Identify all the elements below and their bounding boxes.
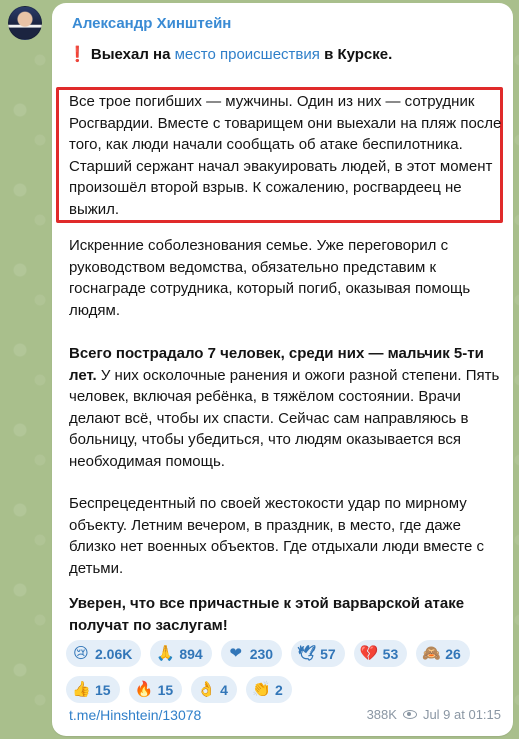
paragraph-casualties: Все трое погибших — мужчины. Один из них — сотрудник Росгвардии. Вместе с товарищем они выехали на пляж после того, как люди начали сообщать об атаке беспилотника. Старший сержант начал эвакуировать людей, в этот момент произошёл второй взрыв. К сожалению, росгвардеец не выжил. (69, 93, 502, 218)
message-meta (367, 707, 501, 722)
reaction-chip[interactable] (66, 676, 120, 703)
reactions (66, 640, 506, 712)
reaction-chip[interactable] (246, 676, 292, 703)
reaction-emoji-icon: 👌 (197, 680, 216, 698)
reaction-chip[interactable] (221, 640, 282, 667)
reaction-emoji-icon: 🔥 (134, 680, 154, 698)
incident-link[interactable]: место происшествия (174, 46, 320, 63)
reaction-count: 894 (179, 645, 203, 662)
reaction-emoji-icon: 🙈 (422, 644, 441, 662)
sender-name[interactable]: Александр Хинштейн (72, 15, 232, 32)
reaction-count: 57 (320, 645, 336, 662)
reaction-emoji-icon: 🙏 (156, 644, 176, 662)
message-footer (69, 707, 501, 727)
reaction-count: 53 (382, 645, 399, 662)
exclamation-icon: ❗ (68, 46, 87, 63)
reaction-emoji-icon: 😢 (73, 644, 89, 662)
paragraph-condolences: Искренние соболезнования семье. Уже переговорил с руководством ведомства, обязательно представим к госнаграде сотрудника, который погиб, оказывая помощь людям. (69, 237, 471, 319)
reaction-count: 15 (157, 681, 174, 698)
reaction-chip[interactable] (354, 640, 408, 667)
paragraph-injured (69, 343, 509, 472)
reaction-count: 2 (274, 681, 283, 698)
timestamp: Jul 9 at 01:15 (422, 707, 501, 722)
paragraph-strike: Беспрецедентный по своей жестокости удар по мирному объекту. Летним вечером, в праздник, в место, где даже близко нет военных объектов. Где отдыхали люди вместе с детьми. (69, 495, 484, 577)
reaction-count: 230 (249, 645, 274, 662)
paragraph-injured-bold: Всего пострадало 7 человек, среди них — мальчик 5-ти лет. (69, 345, 484, 384)
reaction-emoji-icon: 🕊 (297, 644, 317, 662)
eye-icon (403, 710, 417, 719)
reaction-emoji-icon: 👍 (72, 680, 91, 698)
reaction-emoji-icon: 💔 (359, 644, 379, 662)
reaction-chip[interactable] (191, 676, 237, 703)
message-bubble (52, 3, 513, 736)
paragraph-injured-text: У них осколочные ранения и ожоги разной степени. Пять человек, включая ребёнка, в тяжёлом состоянии. Врачи делают всё, чтобы их спасти. Сейчас сам направляюсь в больницу, чтобы убедиться, что людям оказывается вся необходимая помощь. (69, 366, 500, 470)
reactions-row-1 (66, 640, 506, 667)
headline-tail: в Курске. (324, 46, 393, 63)
reaction-count: 4 (220, 681, 228, 698)
reaction-chip[interactable] (129, 676, 183, 703)
paragraph-conclusion-bold: Уверен, что все причастные к этой варварской атаке получат по заслугам! (69, 595, 465, 634)
reaction-chip[interactable] (66, 640, 141, 667)
reaction-chip[interactable] (150, 640, 211, 667)
reaction-emoji-icon: 👏 (251, 680, 271, 698)
reaction-count: 26 (445, 645, 461, 662)
headline (68, 45, 392, 63)
reaction-chip[interactable] (291, 640, 345, 667)
reactions-row-2 (66, 676, 506, 703)
reaction-count: 2.06K (95, 645, 133, 662)
reaction-count: 15 (95, 681, 111, 698)
headline-lead: Выехал на (90, 46, 171, 63)
channel-avatar[interactable] (8, 6, 42, 40)
post-link[interactable]: t.me/Hinshtein/13078 (69, 707, 202, 723)
reaction-chip[interactable] (416, 640, 470, 667)
paragraph-conclusion (69, 593, 509, 636)
views-count: 388K (366, 707, 397, 722)
reaction-emoji-icon: ❤ (229, 644, 242, 662)
